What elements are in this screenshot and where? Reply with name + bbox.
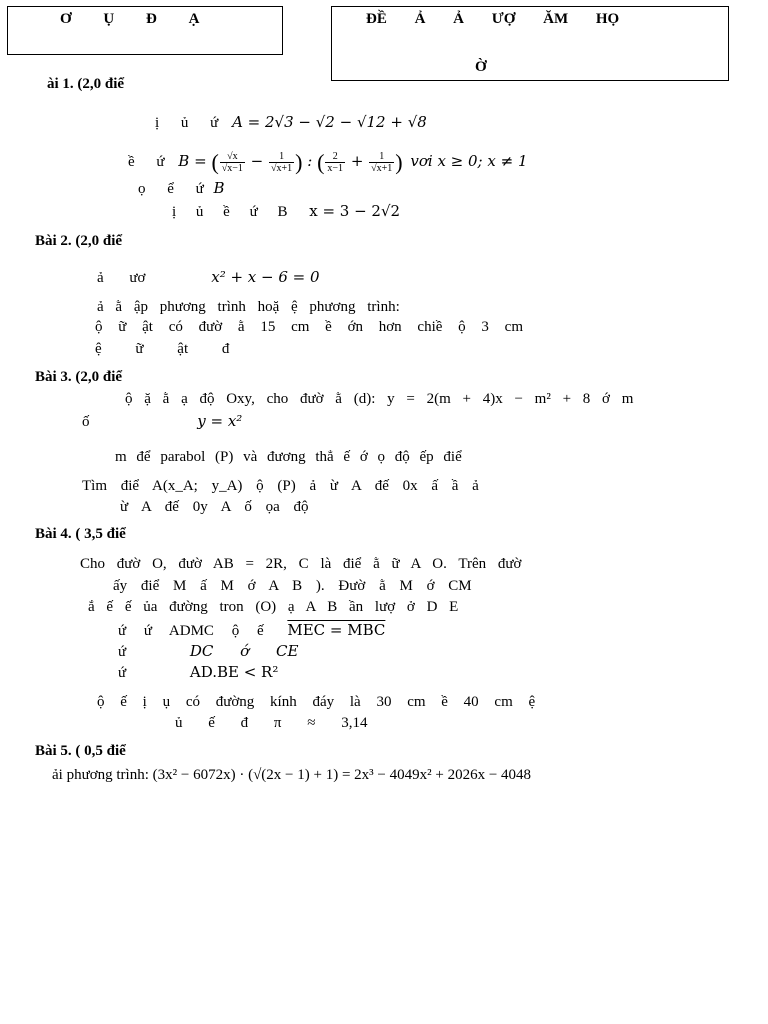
bai1-s2-frac1: $\frac{√x}{√x-1}$ (221, 151, 243, 175)
bai3-s5: ừ A đế 0y A ố ọa độ (120, 499, 309, 515)
bai2-s4: ệ ữ ật đ (95, 341, 230, 357)
bai1-s3 (138, 179, 225, 198)
bai4-s5-math: DC ớ CE (189, 642, 299, 660)
bai1-s2-cond: vơi x ≥ 0; x ≠ 1 (410, 152, 528, 170)
bai4-s7: ộ ế ị ụ có đường kính đáy là 30 cm ề 40 cm ệ (97, 694, 536, 710)
bai2-s3: ộ ữ ật có đườ ằ 15 cm ề ớn hơn chiề ộ 3 cm (95, 319, 523, 335)
bai2-s2: ả ằ ập phương trình hoặ ệ phương trình: (97, 299, 400, 315)
bai4-title: Bài 4. ( 3,5 điể (35, 526, 126, 542)
bai4-s2: ấy điể M ấ M ớ A B ). Đườ ằ M ớ CM (113, 578, 472, 594)
bai4-s4 (118, 621, 385, 640)
header-right-line1: ĐỀ Ả Ả ƯỢ ĂM HỌ (366, 11, 620, 27)
bai3-s2-math: y = x² (197, 412, 243, 430)
bai4-s6-text: ứ (118, 665, 127, 681)
bai1-s2-text: ề ứ (128, 154, 165, 170)
bai4-s5 (118, 642, 298, 661)
bai3-s2-text: ố (82, 414, 90, 430)
bai3-s2 (82, 412, 242, 431)
bai1-s2-plus: + (346, 152, 369, 170)
bai1-s1 (155, 113, 427, 132)
header-right-line2: Ờ (475, 59, 487, 75)
bai1-s2-frac2: $\frac{1}{√x+1}$ (271, 151, 293, 175)
bai1-s2-minus: − (245, 152, 269, 170)
bai1-s2-lparen: ( (211, 149, 219, 175)
bai1-s2-rparen: ) (295, 149, 303, 175)
bai4-s1: Cho đườ O, đườ AB = 2R, C là điể ằ ữ A O. Trên đườ (80, 556, 522, 572)
bai1-s3-math: B (213, 179, 225, 197)
bai1-s4 (172, 202, 400, 221)
bai1-s3-text: ọ ể ứ (138, 181, 204, 197)
bai1-s2-frac3: $\frac{2}{x-1}$ (327, 151, 344, 175)
header-left-text: Ơ Ụ Đ Ạ (60, 11, 200, 27)
bai1-s2-div: : (302, 152, 318, 170)
bai3-title: Bài 3. (2,0 điể (35, 369, 123, 385)
bai2-s1-math: x² + x − 6 = 0 (211, 268, 320, 286)
bai1-s2-lparen2: ( (317, 149, 325, 175)
bai1-s1-text: ị ủ ứ (155, 115, 219, 131)
bai4-s5-text: ứ (118, 644, 127, 660)
bai2-s1 (97, 268, 320, 287)
bai1-s4-text: ị ủ ề ứ B (172, 204, 288, 220)
bai2-s1-text: ả ươ (97, 270, 146, 286)
bai5-title: Bài 5. ( 0,5 điể (35, 743, 126, 759)
bai3-s4: Tìm điể A(x_A; y_A) ộ (P) ả ừ A đế 0x ấ ầ ả (82, 478, 479, 494)
bai4-s8: ủ ế đ π ≈ 3,14 (175, 715, 368, 731)
bai4-s6-math: AD.BE < R² (189, 663, 279, 681)
bai4-s3: ắ ế ế ủa đường tron (O) ạ A B ần lượ ở D E (88, 599, 459, 615)
bai1-s4-math: x = 3 − 2√2 (309, 202, 401, 220)
bai1-s1-math: A = 2√3 − √2 − √12 + √8 (232, 113, 427, 131)
bai3-s1: ộ ặ ằ ạ độ Oxy, cho đườ ằ (d): y = 2(m + 4)x − m² + 8 ớ m (125, 391, 634, 407)
bai3-s3: m để parabol (P) và đương thẳ ế ớ ọ độ ếp điể (115, 449, 462, 465)
bai1-title: ài 1. (2,0 điể (47, 76, 125, 92)
bai4-s6 (118, 663, 278, 682)
bai1-s2-frac4: $\frac{1}{√x+1}$ (371, 151, 393, 175)
bai1-s2-rparen2: ) (395, 149, 403, 175)
bai2-title: Bài 2. (2,0 điể (35, 233, 123, 249)
bai1-s2 (128, 146, 527, 177)
bai4-s4-math: MEC = MBC (287, 621, 386, 639)
bai4-s4-text: ứ ứ ADMC ộ ế (118, 623, 264, 639)
bai1-s2-B: B = (178, 152, 212, 170)
bai5-s1: ải phương trình: (3x² − 6072x) · (√(2x − 1) + 1) = 2x³ − 4049x² + 2026x − 4048 (52, 767, 532, 783)
